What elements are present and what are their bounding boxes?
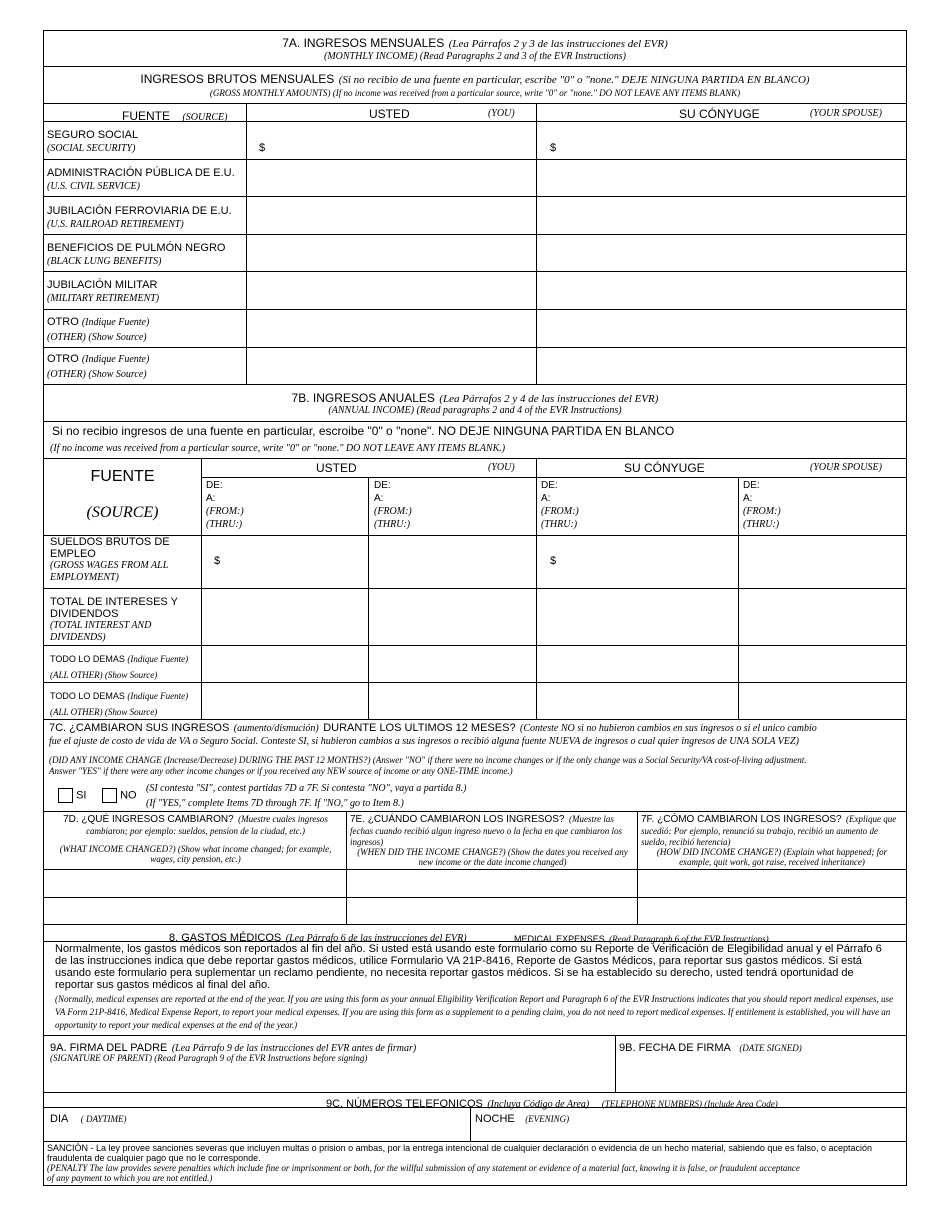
date-signed-field[interactable] — [619, 1053, 901, 1088]
row7a-0: SEGURO SOCIAL (SOCIAL SECURITY) — [47, 129, 139, 154]
answer-no[interactable]: NO — [102, 788, 137, 803]
spouse-dollar-7b: $ — [550, 555, 557, 567]
row7b-2: TODO LO DEMAS (Indique Fuente) (ALL OTHER) (Show Source) — [50, 654, 189, 680]
sec7a-title: 7A. INGRESOS MENSUALES — [282, 36, 445, 50]
gross-note: (Si no recibio de una fuente en particular, escribe "0" o "none." DEJE NINGUNA PARTIDA EN BLANCO) — [338, 74, 810, 86]
sec7b-notice-en: (If no income was received from a particular source, write "0" or "none." DO NOT LEAVE ANY ITEMS BLANK.) — [50, 443, 506, 454]
sec9a-en: (SIGNATURE OF PARENT) (Read Paragraph 9 of the EVR Instructions before signing) — [50, 1053, 368, 1063]
row7a-6: OTRO (Indique Fuente) (OTHER) (Show Source) — [47, 353, 150, 380]
sec7d-header: 7D. ¿QUÉ INGRESOS CAMBIARON? (Muestre cuales ingresos cambiaron; por ejemplo: sueldos, pension de la ciudad, etc.) (WHAT INCOME CHANGED?) (Show what income changed; for example, wages, city pension, etc.) — [59, 814, 332, 864]
period-you-1: DE: A: (FROM:) (THRU:) — [206, 480, 244, 530]
sec7f-header: 7F. ¿CÓMO CAMBIARON LOS INGRESOS? (Explique que sucedió: Por ejemplo, renunció su trabajo, recibió un aumento de sueldo, recibió herencia) (HOW DID INCOME CHANGE?) (Explain what happened; for example, quit work, got raise, received inheritance) — [641, 814, 897, 867]
col-source-header: FUENTE (SOURCE) — [122, 109, 228, 123]
answer-si[interactable]: SI — [58, 788, 86, 803]
sec7c-question: 7C. ¿CAMBIARON SUS INGRESOS (aumento/dismución) DURANTE LOS ULTIMOS 12 MESES? (Conteste NO si no hubieron cambios en sus ingresos o si el unico cambio fue el ajuste de costo de vida de VA o Seguro Social. Conteste SI, si hubieron cambios a sus ingresos o recibió alguna fuente NUEVA de ingresos o cual quier ingresos de UNA SOLA VEZ) — [49, 722, 817, 747]
sec8-body-en: (Normally, medical expenses are reported at the end of the year. If you are using this form as your annual Eligibility Verification Report and Paragraph 6 of the EVR Instructions indicates that you should report medical expenses, use VA Form 21P-8416, Medical Expense Report, to report your medical expenses. If you are using this form as a supplement to a pending claim, you do not need to report medical expenses. If entitlement is established, you will have an opportunity to report your medical expenses at the end of the year.) — [55, 994, 894, 1030]
row7a-1: ADMINISTRACIÓN PÚBLICA DE E.U. (U.S. CIVIL SERVICE) — [47, 167, 235, 192]
period-spouse-1: DE: A: (FROM:) (THRU:) — [541, 480, 579, 530]
col-you-header: USTED — [369, 107, 410, 121]
col-you-en: (YOU) — [488, 108, 515, 119]
gross-title: INGRESOS BRUTOS MENSUALES — [140, 72, 335, 86]
gross-en: (GROSS MONTHLY AMOUNTS) (If no income was received from a particular source, write "0" or "none." DO NOT LEAVE ANY ITEMS BLANK) — [209, 88, 741, 98]
sec7b-spouse-header: SU CÓNYUGE — [624, 461, 705, 475]
phone-day[interactable]: DIA ( DAYTIME) — [50, 1113, 127, 1125]
sec7b-source-header: FUENTE — [90, 468, 155, 485]
si-checkbox[interactable] — [58, 788, 73, 803]
row7b-1: TOTAL DE INTERESES Y DIVIDENDOS (TOTAL INTEREST AND DIVIDENDS) — [50, 596, 178, 643]
sec7c-instructions: (SI contesta "SI", contest partidas 7D a 7F. Si contesta "NO", vaya a partida 8.) (If "YES," complete Items 7D through 7F. If "NO," go to Item 8.) — [146, 783, 467, 809]
spouse-dollar-7a: $ — [550, 142, 557, 154]
sec8-body: Normalmente, los gastos médicos son reportados al fin del año. Si usted está usando este formulario como su Reporte de Verificación de Elegibilidad anual y el Párrafo 6 de las instrucciones indica que debe reportar gastos médicos, utilice Formulario VA 21P-8416, Reporte de Gastos Médicos, para reportar sus gastos médicos. Si está usando este formulario pera suplementar un reclamo pendiente, no necesita reportar gastos médicos. Si se ha establecido su derecho, usted tendrá oportunidad de reportar sus gastos médicos al final del año. — [55, 943, 882, 991]
sec7b-source-en: (SOURCE) — [86, 504, 159, 521]
sec7b-you-header: USTED — [316, 461, 357, 475]
no-checkbox[interactable] — [102, 788, 117, 803]
period-you-2: DE: A: (FROM:) (THRU:) — [374, 480, 412, 530]
row7a-3: BENEFICIOS DE PULMÓN NEGRO (BLACK LUNG BENEFITS) — [47, 242, 226, 267]
sec7b-title-en: (ANNUAL INCOME) (Read paragraphs 2 and 4 of the EVR Instructions) — [328, 405, 622, 416]
sec7b-header: 7B. INGRESOS ANUALES (Lea Párrafos 2 y 4 de las instrucciones del EVR) — [291, 391, 659, 405]
sec7a-title-en: (MONTHLY INCOME) (Read Paragraphs 2 and 3 of the EVR Instructions) — [323, 51, 626, 62]
sec9b-header: 9B. FECHA DE FIRMA (DATE SIGNED) — [619, 1042, 802, 1054]
sec7c-question-en: (DID ANY INCOME CHANGE (Increase/Decrease) DURING THE PAST 12 MONTHS?) (Answer "NO" if there were no income changes or if the only change was a Social Security/VA cost-of-living adjustment. Answer "YES" if there were any other income changes or if you received any NEW source of income or any ONE-TIME income.) — [49, 755, 807, 776]
sec7a-header — [44, 34, 906, 52]
sec7b-you-en: (YOU) — [488, 462, 515, 473]
you-dollar-7a: $ — [259, 142, 266, 154]
row7a-2: JUBILACIÓN FERROVIARIA DE E.U. (U.S. RAILROAD RETIREMENT) — [47, 205, 232, 230]
row7b-0: SUELDOS BRUTOS DE EMPLEO (GROSS WAGES FROM ALL EMPLOYMENT) — [50, 536, 170, 583]
sec7e-header: 7E. ¿CUÁNDO CAMBIARON LOS INGRESOS? (Muestre las fechas cuando recibió algun ingreso nuevo o la fecha en que cambiaron los ingresos) (WHEN DID THE INCOME CHANGE?) (Show the dates you received any new income or the date income changed) — [350, 814, 628, 867]
sec9a-header: 9A. FIRMA DEL PADRE (Lea Párrafo 9 de las instrucciones del EVR antes de firmar) — [50, 1042, 417, 1054]
row7b-3: TODO LO DEMAS (Indique Fuente) (ALL OTHER) (Show Source) — [50, 691, 189, 717]
penalty-es: SANCIÓN - La ley provee sanciones severas que incluyen multas o prision o ambas, por la entrega intencional de cualquier declaración o evidencia de un hecho material, sabiendo que es falso, o aceptación fraudulenta de cualquier pago que no le corresponde. — [47, 1143, 872, 1163]
col-spouse-en: (YOUR SPOUSE) — [810, 108, 882, 119]
sec9c-header: 9C. NÚMEROS TELEFONICOS (Incluya Código de Area) (TELEPHONE NUMBERS) (Include Area Code) — [326, 1098, 778, 1110]
period-spouse-2: DE: A: (FROM:) (THRU:) — [743, 480, 781, 530]
sec7a-title-note: (Lea Párrafos 2 y 3 de las instrucciones del EVR) — [448, 38, 668, 50]
you-dollar-7b: $ — [214, 555, 221, 567]
row7a-4: JUBILACIÓN MILITAR (MILITARY RETIREMENT) — [47, 279, 160, 304]
signature-field[interactable] — [50, 1066, 610, 1088]
sec8-header: 8. GASTOS MÉDICOS (Lea Párrafo 6 de las instrucciones del EVR) — [169, 932, 467, 944]
row7a-5: OTRO (Indique Fuente) (OTHER) (Show Source) — [47, 316, 150, 343]
penalty-en: (PENALTY The law provides severe penalties which include fine or imprisonment or both, for the willful submission of any statement or evidence of a material fact, knowing it is false, or fraudulent acceptance of any payment to which you are not entitled.) — [47, 1163, 800, 1183]
form-page — [43, 30, 907, 1186]
sec7b-spouse-en: (YOUR SPOUSE) — [810, 462, 882, 473]
col-spouse-header: SU CÓNYUGE — [679, 107, 760, 121]
sec7b-notice: Si no recibio ingresos de una fuente en particular, escroibe "0" o "none". NO DEJE NINGUNA PARTIDA EN BLANCO — [52, 424, 675, 438]
sec8-header-en: MEDICAL EXPENSES (Read Paragraph 6 of the EVR Instructions) — [514, 934, 769, 944]
phone-night[interactable]: NOCHE (EVENING) — [475, 1113, 570, 1125]
